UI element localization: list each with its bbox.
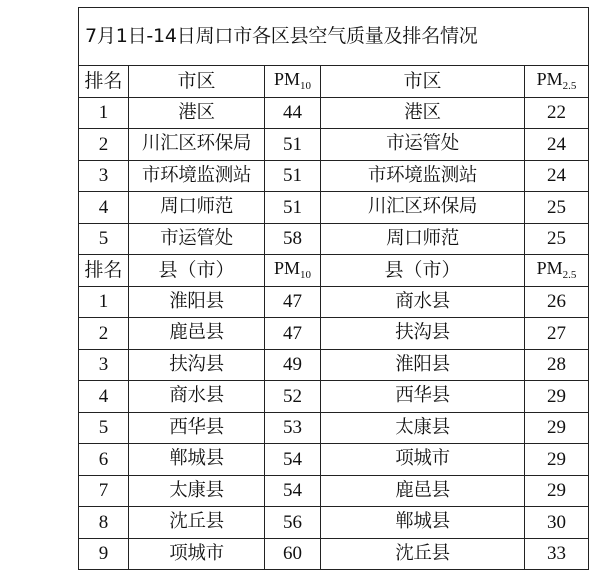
pm10-value-cell: 51 [265, 192, 321, 224]
pm25-header-sub: 2.5 [562, 269, 577, 282]
pm10-header-sub: 10 [300, 269, 311, 282]
table-body [79, 8, 589, 570]
district-name-pm25-cell: 港区 [321, 97, 525, 129]
district-name-pm25-cell: 沈丘县 [321, 538, 525, 570]
district-name-pm25-cell: 鹿邑县 [321, 475, 525, 507]
pm10-value-cell: 54 [265, 475, 321, 507]
title-row [79, 8, 589, 66]
pm25-value-cell: 25 [525, 223, 589, 255]
district-name-pm10-cell: 川汇区环保局 [129, 129, 265, 161]
city-ranking-row [79, 160, 589, 192]
pm10-value-cell: 44 [265, 97, 321, 129]
district-name-pm25-cell: 扶沟县 [321, 318, 525, 350]
rank-cell: 1 [79, 286, 129, 318]
pm10-header [265, 66, 321, 98]
district-name-pm25-cell: 淮阳县 [321, 349, 525, 381]
county-header-row [79, 255, 589, 287]
pm25-value-cell: 29 [525, 475, 589, 507]
county-ranking-row [79, 507, 589, 539]
district-name-pm10-cell: 扶沟县 [129, 349, 265, 381]
district-name-pm25-cell: 郸城县 [321, 507, 525, 539]
district-header-pm25: 市区 [321, 66, 525, 98]
rank-cell: 4 [79, 192, 129, 224]
pm10-header-base: PM [273, 69, 300, 90]
district-name-pm10-cell: 淮阳县 [129, 286, 265, 318]
district-name-pm10-cell: 项城市 [129, 538, 265, 570]
pm25-value-cell: 26 [525, 286, 589, 318]
rank-cell: 1 [79, 97, 129, 129]
district-name-pm10-cell: 西华县 [129, 412, 265, 444]
pm25-header-base: PM [536, 69, 563, 90]
rank-cell: 2 [79, 318, 129, 350]
rank-header: 排名 [79, 255, 129, 287]
pm25-value-cell: 33 [525, 538, 589, 570]
rank-cell: 7 [79, 475, 129, 507]
pm10-value-cell: 52 [265, 381, 321, 413]
pm10-value-cell: 56 [265, 507, 321, 539]
county-ranking-row [79, 286, 589, 318]
rank-cell: 5 [79, 223, 129, 255]
district-name-pm25-cell: 项城市 [321, 444, 525, 476]
pm10-value-cell: 60 [265, 538, 321, 570]
district-name-pm25-cell: 商水县 [321, 286, 525, 318]
pm25-value-cell: 28 [525, 349, 589, 381]
county-header-pm25: 县（市） [321, 255, 525, 287]
pm10-value-cell: 53 [265, 412, 321, 444]
pm25-value-cell: 27 [525, 318, 589, 350]
pm25-header-sub: 2.5 [562, 80, 577, 93]
table-title: 7月1日-14日周口市各区县空气质量及排名情况 [79, 8, 589, 66]
pm10-header-sub: 10 [300, 80, 311, 93]
pm25-value-cell: 30 [525, 507, 589, 539]
rank-cell: 3 [79, 160, 129, 192]
district-name-pm25-cell: 周口师范 [321, 223, 525, 255]
pm25-header [525, 66, 589, 98]
district-name-pm10-cell: 郸城县 [129, 444, 265, 476]
pm25-value-cell: 24 [525, 160, 589, 192]
city-ranking-row [79, 192, 589, 224]
pm10-header-base: PM [273, 258, 300, 279]
rank-cell: 6 [79, 444, 129, 476]
district-name-pm25-cell: 市环境监测站 [321, 160, 525, 192]
district-name-pm25-cell: 川汇区环保局 [321, 192, 525, 224]
county-ranking-row [79, 444, 589, 476]
county-ranking-row [79, 412, 589, 444]
rank-header: 排名 [79, 66, 129, 98]
pm25-value-cell: 24 [525, 129, 589, 161]
district-name-pm25-cell: 西华县 [321, 381, 525, 413]
district-name-pm10-cell: 鹿邑县 [129, 318, 265, 350]
pm25-value-cell: 29 [525, 412, 589, 444]
district-name-pm10-cell: 港区 [129, 97, 265, 129]
pm10-value-cell: 58 [265, 223, 321, 255]
pm25-header-base: PM [536, 258, 563, 279]
pm10-value-cell: 47 [265, 286, 321, 318]
rank-cell: 9 [79, 538, 129, 570]
district-name-pm10-cell: 市运管处 [129, 223, 265, 255]
pm10-value-cell: 47 [265, 318, 321, 350]
district-name-pm10-cell: 周口师范 [129, 192, 265, 224]
rank-cell: 4 [79, 381, 129, 413]
air-quality-ranking-table [78, 7, 589, 570]
pm10-value-cell: 51 [265, 160, 321, 192]
county-ranking-row [79, 475, 589, 507]
pm10-header [265, 255, 321, 287]
district-name-pm10-cell: 市环境监测站 [129, 160, 265, 192]
city-ranking-row [79, 223, 589, 255]
pm25-value-cell: 29 [525, 444, 589, 476]
district-name-pm10-cell: 沈丘县 [129, 507, 265, 539]
district-name-pm25-cell: 市运管处 [321, 129, 525, 161]
district-header-pm10: 市区 [129, 66, 265, 98]
county-ranking-row [79, 381, 589, 413]
county-header-pm10: 县（市） [129, 255, 265, 287]
district-name-pm10-cell: 商水县 [129, 381, 265, 413]
air-quality-table-container [78, 7, 588, 570]
pm25-value-cell: 29 [525, 381, 589, 413]
rank-cell: 8 [79, 507, 129, 539]
pm10-value-cell: 51 [265, 129, 321, 161]
county-ranking-row [79, 318, 589, 350]
district-name-pm25-cell: 太康县 [321, 412, 525, 444]
city-ranking-row [79, 97, 589, 129]
rank-cell: 2 [79, 129, 129, 161]
county-ranking-row [79, 538, 589, 570]
district-name-pm10-cell: 太康县 [129, 475, 265, 507]
city-ranking-row [79, 129, 589, 161]
rank-cell: 3 [79, 349, 129, 381]
pm25-value-cell: 22 [525, 97, 589, 129]
city-header-row [79, 66, 589, 98]
pm10-value-cell: 49 [265, 349, 321, 381]
pm10-value-cell: 54 [265, 444, 321, 476]
rank-cell: 5 [79, 412, 129, 444]
pm25-header [525, 255, 589, 287]
pm25-value-cell: 25 [525, 192, 589, 224]
county-ranking-row [79, 349, 589, 381]
